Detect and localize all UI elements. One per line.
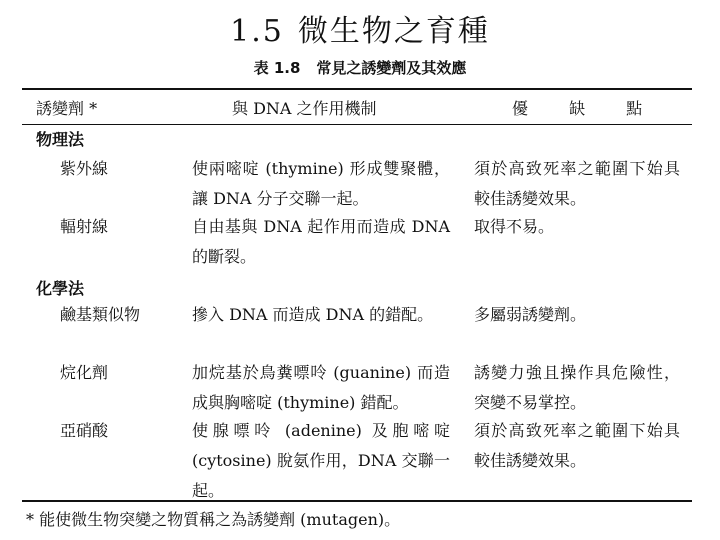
- table-bottom-rule: [22, 500, 692, 502]
- header-mechanism: 與 DNA 之作用機制: [232, 99, 377, 118]
- notes-nitrous-acid: 須於高致死率之範圍下始具較佳誘變效果。: [474, 421, 680, 470]
- page-title: [0, 6, 720, 50]
- section-physical: 物理法: [36, 130, 85, 149]
- notes-radiation: 取得不易。: [474, 217, 555, 236]
- section-chemical: 化學法: [36, 279, 85, 298]
- mechanism-nitrous-acid: 使腺嘌呤 (adenine) 及胞嘧啶 (cytosine) 脫氨作用，DNA 交聯一起。: [192, 421, 450, 500]
- table-title: 常見之誘變劑及其效應: [316, 59, 467, 77]
- table-label: 表 1.8: [253, 59, 301, 77]
- section-number: 1.5: [230, 14, 284, 49]
- agent-base-analog: 鹼基類似物: [60, 305, 141, 324]
- mechanism-uv: 使兩嘧啶 (thymine) 形成雙聚體，讓 DNA 分子交聯一起。: [192, 159, 450, 208]
- agent-radiation: 輻射線: [60, 217, 109, 236]
- mechanism-base-analog: 摻入 DNA 而造成 DNA 的錯配。: [192, 305, 434, 324]
- notes-alkylating: 誘變力強且操作具危險性，突變不易掌控。: [474, 363, 680, 412]
- mechanism-radiation: 自由基與 DNA 起作用而造成 DNA 的斷裂。: [192, 217, 450, 266]
- header-rule: [22, 124, 692, 125]
- agent-alkylating: 烷化劑: [60, 363, 109, 382]
- agent-uv: 紫外線: [60, 159, 109, 178]
- table-caption: [0, 57, 720, 78]
- header-agent: 誘變劑 *: [36, 99, 98, 118]
- notes-base-analog: 多屬弱誘變劑。: [474, 305, 587, 324]
- section-title: 微生物之育種: [297, 14, 490, 49]
- notes-uv: 須於高致死率之範圍下始具較佳誘變效果。: [474, 159, 680, 208]
- header-pros-cons: 優 缺 點: [512, 99, 661, 118]
- table-footnote: * 能使微生物突變之物質稱之為誘變劑 (mutagen)。: [26, 510, 401, 529]
- table-top-rule: [22, 88, 692, 90]
- mechanism-alkylating: 加烷基於鳥糞嘌呤 (guanine) 而造成與胸嘧啶 (thymine) 錯配。: [192, 363, 450, 412]
- agent-nitrous-acid: 亞硝酸: [60, 421, 109, 440]
